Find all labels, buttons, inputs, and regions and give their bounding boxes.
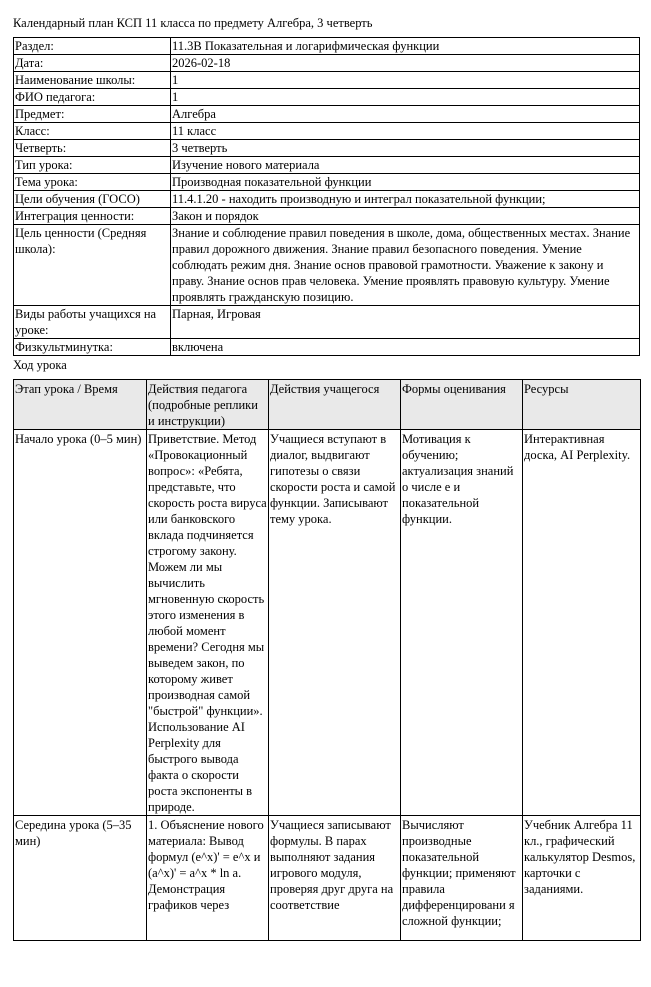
info-value: 3 четверть xyxy=(171,140,640,157)
info-row xyxy=(14,191,640,208)
info-value: 11 класс xyxy=(171,123,640,140)
info-row xyxy=(14,72,640,89)
plan-cell: Интерактивная доска, AI Perplexity. xyxy=(523,430,641,816)
plan-cell xyxy=(401,816,523,941)
info-label: Цель ценности (Средняя школа): xyxy=(14,225,171,306)
info-row xyxy=(14,225,640,306)
info-value: 2026-02-18 xyxy=(171,55,640,72)
info-row xyxy=(14,140,640,157)
info-value: 1 xyxy=(171,89,640,106)
plan-cell: Начало урока (0–5 мин) xyxy=(14,430,147,816)
info-label: Тема урока: xyxy=(14,174,171,191)
lesson-plan-table xyxy=(13,379,641,941)
info-value: 11.4.1.20 - находить производную и интеграл показательной функции; xyxy=(171,191,640,208)
plan-cell xyxy=(523,816,641,941)
plan-cell: Мотивация к обучению; актуализация знаний о числе е и показательной функции. xyxy=(401,430,523,816)
document-page xyxy=(13,13,640,941)
plan-cell-text: Вычисляют производные показательной функции; применяют правила дифференцировани я сложной функции; xyxy=(402,818,516,928)
info-label: Предмет: xyxy=(14,106,171,123)
info-value: Производная показательной функции xyxy=(171,174,640,191)
column-header: Этап урока / Время xyxy=(14,380,147,430)
column-header: Формы оценивания xyxy=(401,380,523,430)
lesson-info-table xyxy=(13,37,640,356)
info-row xyxy=(14,339,640,356)
info-value: включена xyxy=(171,339,640,356)
info-label: Интеграция ценности: xyxy=(14,208,171,225)
plan-cell-text: 1. Объяснение нового материала: Вывод формул (e^x)' = e^x и (a^x)' = a^x * ln a. Демонстрация графиков через xyxy=(148,818,264,912)
info-row xyxy=(14,106,640,123)
plan-cell xyxy=(269,816,401,941)
plan-cell-text: Учебник Алгебра 11 кл., графический калькулятор Desmos, карточки с заданиями. xyxy=(524,818,636,896)
info-value: Алгебра xyxy=(171,106,640,123)
info-label: Тип урока: xyxy=(14,157,171,174)
document-title: Календарный план КСП 11 класса по предмету Алгебра, 3 четверть xyxy=(13,16,373,30)
info-label: Класс: xyxy=(14,123,171,140)
section-title: Ход урока xyxy=(13,358,67,372)
info-row xyxy=(14,157,640,174)
info-value: Парная, Игровая xyxy=(171,306,640,339)
info-row xyxy=(14,208,640,225)
info-row xyxy=(14,55,640,72)
plan-cell-text: Середина урока (5–35 мин) xyxy=(15,818,132,848)
info-row xyxy=(14,89,640,106)
info-label: Дата: xyxy=(14,55,171,72)
plan-cell xyxy=(14,816,147,941)
info-label: Физкультминутка: xyxy=(14,339,171,356)
info-row xyxy=(14,174,640,191)
info-value: Изучение нового материала xyxy=(171,157,640,174)
info-label: Четверть: xyxy=(14,140,171,157)
info-row xyxy=(14,123,640,140)
plan-cell: Приветствие. Метод «Провокационный вопрос»: «Ребята, представьте, что скорость роста вируса или банковского вклада подчиняется строгому закону. Можем ли мы вычислить мгновенную скорость этого изменения в любой момент времени? Сегодня мы выведем закон, по которому живет производная самой "быстрой" функции». Использование AI Perplexity для быстрого вывода факта о скорости роста экспоненты в природе. xyxy=(147,430,269,816)
info-label: Наименование школы: xyxy=(14,72,171,89)
info-label: Раздел: xyxy=(14,38,171,55)
info-label: Виды работы учащихся на уроке: xyxy=(14,306,171,339)
info-row xyxy=(14,38,640,55)
info-value: 11.3В Показательная и логарифмическая функции xyxy=(171,38,640,55)
plan-header-row xyxy=(14,380,641,430)
column-header: Действия учащегося xyxy=(269,380,401,430)
info-label: Цели обучения (ГОСО) xyxy=(14,191,171,208)
column-header: Действия педагога (подробные реплики и инструкции) xyxy=(147,380,269,430)
info-label: ФИО педагога: xyxy=(14,89,171,106)
column-header: Ресурсы xyxy=(523,380,641,430)
info-row xyxy=(14,306,640,339)
info-value: 1 xyxy=(171,72,640,89)
info-value: Знание и соблюдение правил поведения в школе, дома, общественных местах. Знание правил дорожного движения. Знание правил безопасного поведения. Умение соблюдать режим дня. Знание основ правовой грамотности. Уважение к закону и праву. Знание основ прав человека. Умение проявлять правовую культуру. Умение проявлять гражданскую позицию. xyxy=(171,225,640,306)
plan-cell: Учащиеся вступают в диалог, выдвигают гипотезы о связи скорости роста и самой функции. Записывают тему урока. xyxy=(269,430,401,816)
plan-row xyxy=(14,816,641,941)
info-value: Закон и порядок xyxy=(171,208,640,225)
plan-cell xyxy=(147,816,269,941)
plan-row xyxy=(14,430,641,816)
plan-cell-text: Учащиеся записывают формулы. В парах выполняют задания игрового модуля, проверяя друг друга на соответствие xyxy=(270,818,394,912)
